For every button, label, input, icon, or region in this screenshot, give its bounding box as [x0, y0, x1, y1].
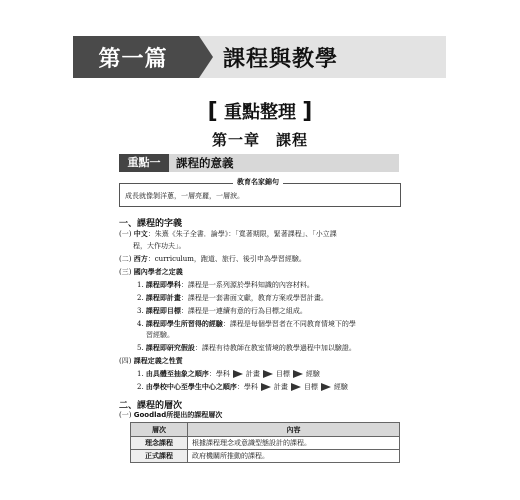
part-title: 課程與教學	[223, 47, 339, 72]
definition-item: 2. 課程即計畫：課程是一套書面文獻，教育方案或學習計畫。	[137, 294, 328, 302]
section1-heading: 一、課程的字義	[119, 219, 183, 229]
point-bar	[119, 154, 399, 172]
table-header: 層次	[131, 423, 188, 437]
point-tag: 重點一	[119, 154, 169, 172]
quote-text: 成長就像剝洋蔥，一層亮麗，一層淚。	[125, 192, 244, 200]
section2-heading: 二、課程的層次	[119, 401, 183, 411]
nature-item: 1. 由具體至抽象之順序：學科 計畫 目標 經驗	[137, 370, 320, 378]
list-item: (三) 國內學者之定義	[119, 268, 183, 276]
definition-item: 1. 課程即學科：課程是一系列源於學科知識的內容材料。	[137, 281, 314, 289]
table-cell: 正式課程	[131, 450, 188, 463]
right-arrow-icon	[291, 383, 301, 391]
key-points-title: 重點整理	[224, 102, 296, 123]
right-arrow-icon	[293, 370, 303, 378]
right-arrow-icon	[233, 370, 243, 378]
nature-heading: (四) 課程定義之性質	[119, 357, 183, 365]
banner-arrow-icon	[199, 36, 213, 78]
table-row	[131, 450, 400, 463]
levels-table	[130, 422, 400, 463]
right-arrow-icon	[261, 383, 271, 391]
nature-item: 2. 由學校中心至學生中心之順序：學科 計畫 目標 經驗	[137, 383, 348, 391]
definition-item: 5. 課程即研究假設：課程有待教師在教室情境的教學過程中加以驗證。	[137, 344, 356, 352]
table-row	[131, 437, 400, 450]
list-item: (二) 西方：curriculum，跑道、旅行、後引申為學習經驗。	[119, 255, 306, 263]
table-cell: 理念課程	[131, 437, 188, 450]
bracket-left: [	[207, 99, 218, 124]
list-item: (一) 中文：朱熹《朱子全書．論學》：「寬著期限，緊著課程」、「小立課	[119, 230, 337, 238]
table-header-row	[131, 423, 400, 437]
definition-item: 3. 課程即目標：課程是一連續有意的行為目標之組成。	[137, 307, 307, 315]
bracket-right: ]	[302, 99, 313, 124]
key-points-heading	[0, 98, 520, 124]
banner-part-block	[73, 36, 199, 78]
quote-box	[119, 178, 401, 207]
table-cell: 根據課程理念或意識型態設計的課程。	[188, 437, 400, 450]
list-item: 程，大作功夫」。	[133, 242, 186, 250]
table-cell: 政府機關所推動的課程。	[188, 450, 400, 463]
point-title: 課程的意義	[176, 156, 234, 170]
table-header: 內容	[188, 423, 400, 437]
right-arrow-icon	[263, 370, 273, 378]
part-banner	[73, 36, 446, 78]
right-arrow-icon	[321, 383, 331, 391]
definition-item: 4. 課程即學生所習得的經驗：課程是每個學習者在不同教育情境下的學	[137, 320, 356, 328]
definition-item: 習經驗。	[146, 331, 174, 339]
part-label: 第一篇	[98, 47, 168, 72]
chapter-title: 第一章 課程	[211, 131, 308, 149]
quote-label: 教育名家錦句	[233, 177, 283, 187]
section2-sub: (一) Goodlad所提出的課程層次	[119, 411, 223, 419]
